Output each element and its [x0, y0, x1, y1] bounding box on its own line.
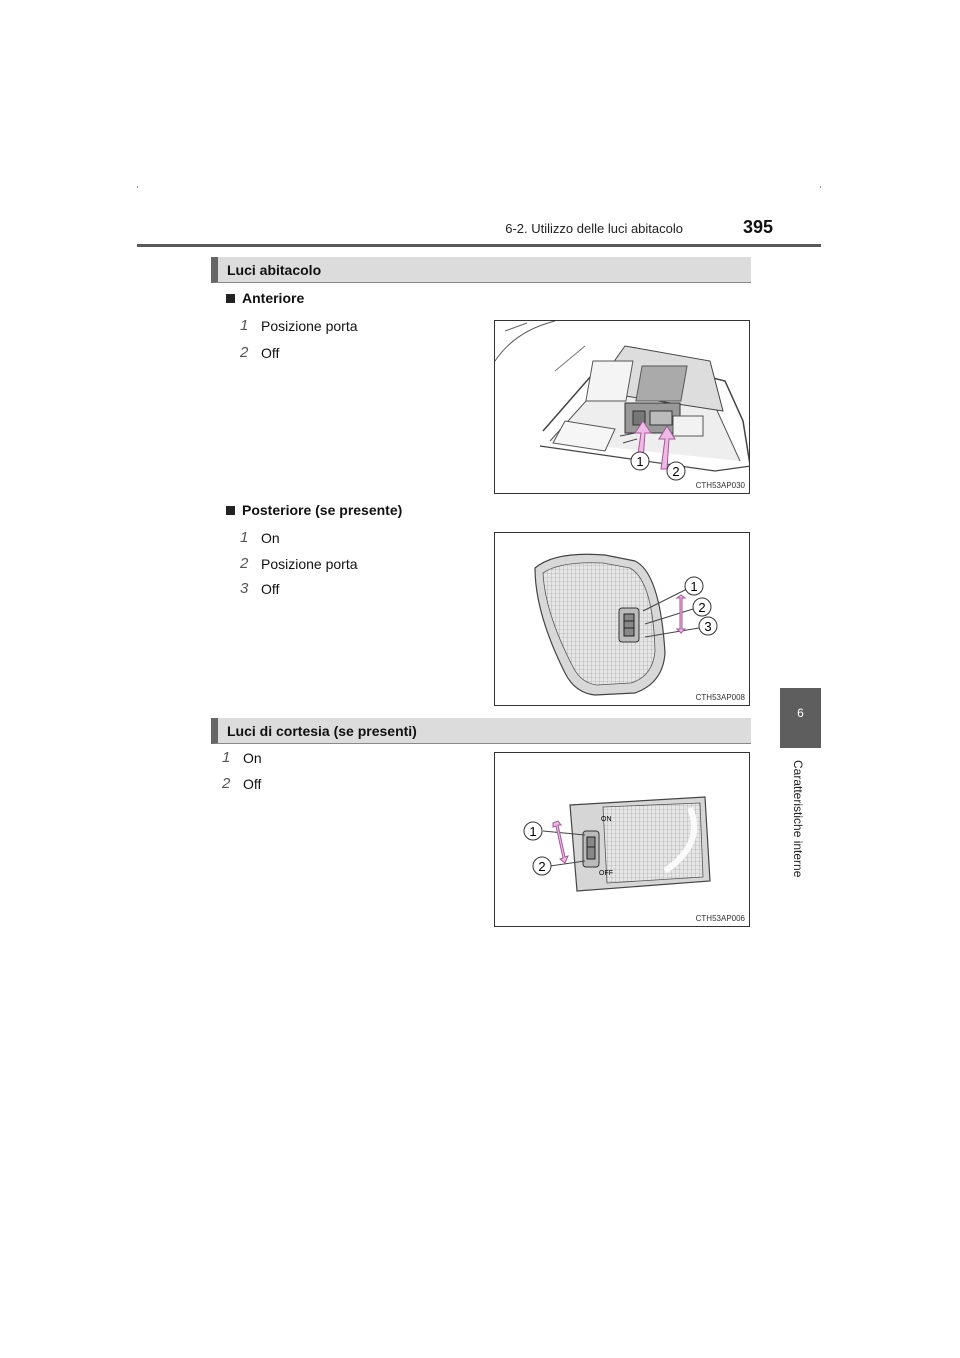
item-number: 1: [222, 749, 231, 766]
chapter-number: 6: [797, 706, 804, 720]
item-number: 2: [240, 344, 249, 361]
switch-label-off: OFF: [599, 870, 613, 877]
section-bar-luci-abitacolo: [211, 257, 751, 283]
crop-mark-left: [137, 186, 138, 188]
courtesy-light-illustration: [495, 753, 750, 927]
item-label: Posizione porta: [261, 556, 358, 572]
callout-2: 2: [538, 859, 546, 874]
item-label: On: [243, 750, 262, 766]
section-title: Luci abitacolo: [227, 262, 322, 278]
subsection-title: Posteriore (se presente): [242, 502, 403, 518]
figure-front-interior-light: [494, 320, 750, 494]
square-bullet-icon: [226, 294, 235, 303]
item-number: 2: [240, 555, 249, 572]
item-number: 3: [240, 580, 249, 597]
item-label: Posizione porta: [261, 318, 358, 334]
rear-light-illustration: [495, 533, 750, 706]
figure-courtesy-light: [494, 752, 750, 927]
subsection-title: Anteriore: [242, 290, 305, 306]
subsection-heading-posteriore: [226, 502, 402, 518]
item-label: Off: [243, 776, 262, 792]
page-header: [137, 219, 821, 245]
callout-1: 1: [636, 454, 644, 469]
item-label: Off: [261, 345, 280, 361]
crop-mark-right: [820, 186, 821, 188]
header-rule: [137, 244, 821, 247]
item-number: 1: [240, 317, 249, 334]
item-label: Off: [261, 581, 280, 597]
figure-code: CTH53AP008: [695, 693, 745, 702]
chapter-label: [789, 760, 809, 890]
callout-2: 2: [698, 600, 706, 615]
item-number: 2: [222, 775, 231, 792]
callout-1: 1: [690, 579, 698, 594]
item-number: 1: [240, 529, 249, 546]
callout-3: 3: [704, 619, 712, 634]
page-number: 395: [742, 217, 773, 237]
figure-code: CTH53AP030: [695, 481, 745, 490]
callout-2: 2: [672, 464, 680, 479]
figure-code: CTH53AP006: [695, 914, 745, 923]
figure-rear-interior-light: [494, 532, 750, 706]
square-bullet-icon: [226, 506, 235, 515]
chapter-title: Caratteristiche interne: [791, 760, 805, 878]
header-section-title: 6-2. Utilizzo delle luci abitacolo: [505, 221, 683, 236]
section-bar-luci-di-cortesia: [211, 718, 751, 744]
front-light-illustration: [495, 321, 750, 494]
callout-1: 1: [529, 824, 537, 839]
section-title: Luci di cortesia (se presenti): [227, 723, 417, 739]
subsection-heading-anteriore: [226, 290, 304, 306]
chapter-tab: [780, 688, 821, 748]
switch-label-on: ON: [601, 816, 612, 823]
item-label: On: [261, 530, 280, 546]
